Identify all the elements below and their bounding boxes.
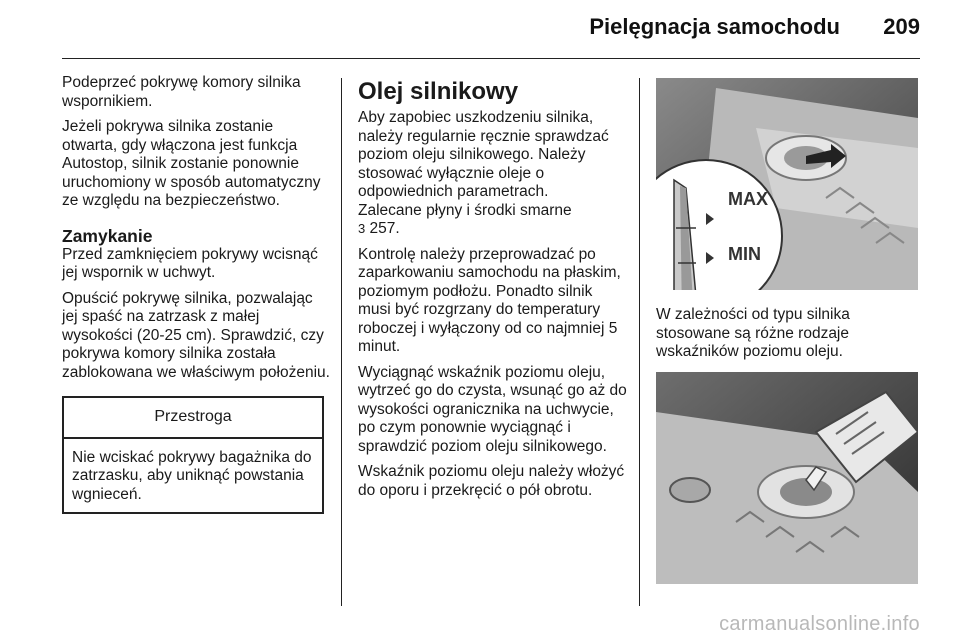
watermark: carmanualsonline.info [719,613,920,635]
cross-reference[interactable] [358,220,628,239]
dipstick-max-label: MAX [728,189,768,209]
page-number: 209 [883,14,920,39]
column-right [656,78,924,584]
dipstick-photo [656,78,918,290]
column-divider-1 [341,78,342,606]
page-header-title: Pielęgnacja samochodu [589,14,840,39]
caution-title: Przestroga [64,398,322,439]
heading-closing: Zamykanie [62,225,153,246]
header-divider [62,58,920,59]
heading-engine-oil: Olej silnikowy [358,78,519,105]
xref-arrow-icon: 3 [358,221,366,236]
caution-box [62,396,324,514]
photo-caption: W zależności od typu silnika stosowane są różne rodzaje wskaźników poziomu oleju. [656,306,850,360]
paragraph-check-conditions: Kontrolę należy przeprowadzać po zaparkowaniu samochodu na płaskim, poziomym podłożu. Ponadto silnik musi być rozgrzany do temperatury roboczej i wyłączony od co najmniej 5 minut. [358,245,621,355]
oil-filling-photo [656,372,918,584]
caution-text: Nie wciskać pokrywy bagażnika do zatrzasku, aby uniknąć powstania wgnieceń. [72,448,312,503]
column-left [62,74,330,514]
column-divider-2 [639,78,640,606]
dipstick-min-label: MIN [728,244,761,264]
paragraph-oil-intro: Aby zapobiec uszkodzeniu silnika, należy regularnie ręcznie sprawdzać poziom oleju silnikowego. Należy stosować wyłącznie oleje o odpowiednich parametrach. [358,109,609,200]
paragraph-lower-hood: Opuścić pokrywę silnika, pozwalając jej spaść na zatrzask z małej wysokości (20-25 cm). Sprawdzić, czy pokrywa komory silnika została zablokowana we właściwym położeniu. [62,289,330,381]
xref-page: 257. [369,220,400,237]
paragraph-autostop: Jeżeli pokrywa silnika zostanie otwarta, gdy włączona jest funkcja Autostop, silnik zostanie ponownie uruchomiony w sposób automatyczny ze względu na bezpieczeństwo. [62,118,321,209]
paragraph-before-closing: Przed zamknięciem pokrywy wcisnąć jej wspornik w uchwyt. [62,245,318,281]
paragraph-support-hood: Podeprzeć pokrywę komory silnika wspornikiem. [62,74,301,110]
column-middle [358,74,628,507]
paragraph-dipstick-procedure: Wyciągnąć wskaźnik poziomu oleju, wytrzeć go do czysta, wsunąć go aż do wysokości ogranicznika na uchwycie, po czym ponownie wyciągnąć i sprawdzić poziom oleju silnikowego. [358,363,627,455]
paragraph-dipstick-insert: Wskaźnik poziomu oleju należy włożyć do oporu i przekręcić o pół obrotu. [358,463,625,499]
paragraph-recommended-fluids: Zalecane płyny i środki smarne [358,201,572,219]
